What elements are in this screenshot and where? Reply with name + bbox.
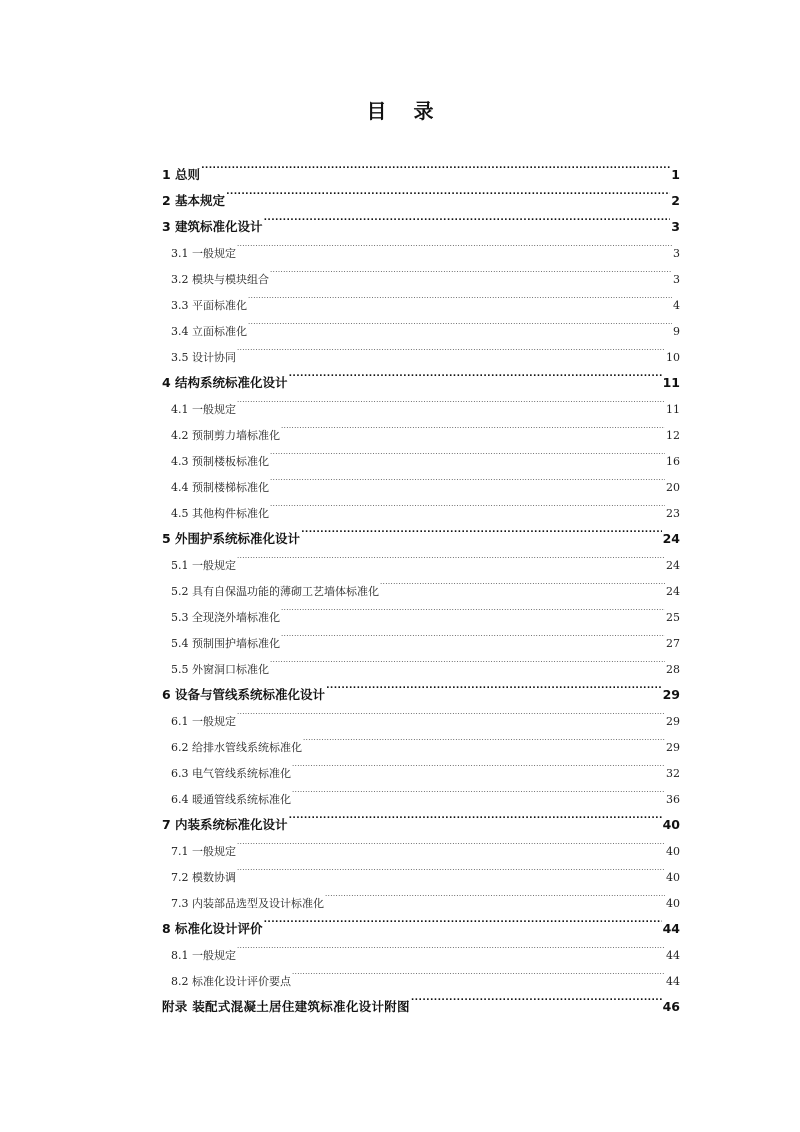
- toc-dot-leader: [237, 231, 672, 257]
- toc-entry-label: 4.4 预制楼梯标准化: [171, 481, 269, 494]
- toc-page-number: 4: [673, 299, 680, 312]
- toc-chapter-entry[interactable]: [162, 179, 680, 208]
- toc-dot-leader: [237, 335, 665, 361]
- toc-entry-label: 6.1 一般规定: [171, 715, 236, 728]
- toc-page-number: 29: [666, 715, 680, 728]
- toc-page-number: 27: [666, 637, 680, 650]
- toc-page-number: 44: [666, 949, 680, 962]
- toc-section-entry[interactable]: [162, 699, 680, 728]
- toc-dot-leader: [380, 569, 665, 595]
- toc-dot-leader: [237, 855, 665, 881]
- toc-section-entry[interactable]: [162, 543, 680, 572]
- toc-entry-label: 4.5 其他构件标准化: [171, 507, 269, 520]
- toc-page-number: 3: [673, 273, 680, 286]
- table-of-contents: [162, 153, 680, 1014]
- toc-page-number: 24: [666, 585, 680, 598]
- toc-chapter-entry[interactable]: [162, 205, 680, 234]
- toc-dot-leader: [325, 881, 665, 907]
- toc-page-number: 24: [666, 559, 680, 572]
- toc-page-number: 16: [666, 455, 680, 468]
- toc-page-number: 3: [671, 219, 680, 234]
- toc-page-number: 10: [666, 351, 680, 364]
- toc-entry-label: 3.3 平面标准化: [171, 299, 247, 312]
- toc-dot-leader: [237, 387, 665, 413]
- toc-entry-label: 8 标准化设计评价: [162, 921, 263, 936]
- toc-entry-label: 6.4 暖通管线系统标准化: [171, 793, 291, 806]
- toc-dot-leader: [237, 699, 665, 725]
- toc-page-number: 32: [666, 767, 680, 780]
- toc-dot-leader: [411, 985, 662, 1011]
- toc-dot-leader: [201, 153, 670, 179]
- toc-entry-label: 7.2 模数协调: [171, 871, 236, 884]
- toc-entry-label: 3.5 设计协同: [171, 351, 236, 364]
- toc-dot-leader: [281, 595, 665, 621]
- toc-dot-leader: [237, 933, 665, 959]
- toc-entry-label: 7.1 一般规定: [171, 845, 236, 858]
- toc-page-number: 20: [666, 481, 680, 494]
- toc-entry-label: 6.2 给排水管线系统标准化: [171, 741, 302, 754]
- toc-entry-label: 6.3 电气管线系统标准化: [171, 767, 291, 780]
- toc-entry-label: 4.1 一般规定: [171, 403, 236, 416]
- toc-dot-leader: [248, 309, 672, 335]
- toc-entry-label: 5.4 预制围护墙标准化: [171, 637, 280, 650]
- toc-page-number: 40: [666, 897, 680, 910]
- toc-entry-label: 5.3 全现浇外墙标准化: [171, 611, 280, 624]
- toc-section-entry[interactable]: [162, 725, 680, 754]
- toc-page-number: 25: [666, 611, 680, 624]
- toc-dot-leader: [289, 361, 662, 387]
- toc-dot-leader: [248, 283, 672, 309]
- toc-title: 目 录: [366, 99, 444, 123]
- toc-page-number: 46: [662, 999, 680, 1014]
- toc-section-entry[interactable]: [162, 569, 680, 598]
- toc-page-number: 29: [662, 687, 680, 702]
- toc-entry-label: 4 结构系统标准化设计: [162, 375, 288, 390]
- toc-dot-leader: [270, 257, 672, 283]
- toc-page-number: 44: [662, 921, 680, 936]
- toc-dot-leader: [226, 179, 670, 205]
- toc-entry-label: 1 总则: [162, 167, 201, 182]
- toc-dot-leader: [292, 777, 665, 803]
- toc-dot-leader: [289, 803, 662, 829]
- toc-page-number: 44: [666, 975, 680, 988]
- toc-dot-leader: [301, 517, 662, 543]
- toc-chapter-entry[interactable]: [162, 153, 680, 182]
- toc-page-number: 40: [666, 845, 680, 858]
- toc-entry-label: 3.1 一般规定: [171, 247, 236, 260]
- toc-page-number: 12: [666, 429, 680, 442]
- toc-dot-leader: [303, 725, 665, 751]
- toc-dot-leader: [292, 959, 665, 985]
- toc-dot-leader: [270, 465, 665, 491]
- toc-entry-label: 5.2 具有自保温功能的薄砌工艺墙体标准化: [171, 585, 379, 598]
- toc-entry-label: 4.3 预制楼板标准化: [171, 455, 269, 468]
- toc-section-entry[interactable]: [162, 933, 680, 962]
- toc-dot-leader: [281, 413, 665, 439]
- toc-page-number: 3: [673, 247, 680, 260]
- toc-entry-label: 5.5 外窗洞口标准化: [171, 663, 269, 676]
- toc-page-number: 28: [666, 663, 680, 676]
- toc-section-entry[interactable]: [162, 231, 680, 260]
- toc-section-entry[interactable]: [162, 855, 680, 884]
- toc-dot-leader: [270, 647, 665, 673]
- toc-page-number: 23: [666, 507, 680, 520]
- toc-dot-leader: [281, 621, 665, 647]
- toc-section-entry[interactable]: [162, 257, 680, 286]
- toc-page-number: 1: [671, 167, 680, 182]
- toc-entry-label: 8.1 一般规定: [171, 949, 236, 962]
- toc-entry-label: 2 基本规定: [162, 193, 226, 208]
- toc-entry-label: 4.2 预制剪力墙标准化: [171, 429, 280, 442]
- toc-entry-label: 3.2 模块与模块组合: [171, 273, 269, 286]
- toc-chapter-entry[interactable]: [162, 361, 680, 390]
- toc-section-entry[interactable]: [162, 881, 680, 910]
- toc-page-number: 29: [666, 741, 680, 754]
- toc-dot-leader: [264, 907, 662, 933]
- toc-page-number: 9: [673, 325, 680, 338]
- toc-entry-label: 8.2 标准化设计评价要点: [171, 975, 291, 988]
- toc-dot-leader: [326, 673, 662, 699]
- toc-dot-leader: [270, 491, 665, 517]
- toc-section-entry[interactable]: [162, 335, 680, 364]
- toc-dot-leader: [237, 829, 665, 855]
- toc-page-number: 40: [666, 871, 680, 884]
- toc-entry-label: 7.3 内装部品选型及设计标准化: [171, 897, 324, 910]
- toc-entry-label: 附录 装配式混凝土居住建筑标准化设计附图: [162, 999, 410, 1014]
- toc-section-entry[interactable]: [162, 959, 680, 988]
- toc-section-entry[interactable]: [162, 829, 680, 858]
- toc-entry-label: 3.4 立面标准化: [171, 325, 247, 338]
- toc-section-entry[interactable]: [162, 387, 680, 416]
- toc-page-number: 11: [662, 375, 680, 390]
- toc-entry-label: 5 外围护系统标准化设计: [162, 531, 301, 546]
- toc-page-number: 40: [662, 817, 680, 832]
- toc-page-number: 2: [671, 193, 680, 208]
- toc-entry-label: 6 设备与管线系统标准化设计: [162, 687, 326, 702]
- toc-dot-leader: [237, 543, 665, 569]
- toc-entry-label: 7 内装系统标准化设计: [162, 817, 288, 832]
- toc-dot-leader: [264, 205, 671, 231]
- toc-dot-leader: [292, 751, 665, 777]
- toc-entry-label: 3 建筑标准化设计: [162, 219, 263, 234]
- toc-entry-label: 5.1 一般规定: [171, 559, 236, 572]
- toc-page-number: 11: [666, 403, 680, 416]
- toc-page-number: 36: [666, 793, 680, 806]
- toc-section-entry[interactable]: [162, 413, 680, 442]
- toc-page-number: 24: [662, 531, 680, 546]
- toc-dot-leader: [270, 439, 665, 465]
